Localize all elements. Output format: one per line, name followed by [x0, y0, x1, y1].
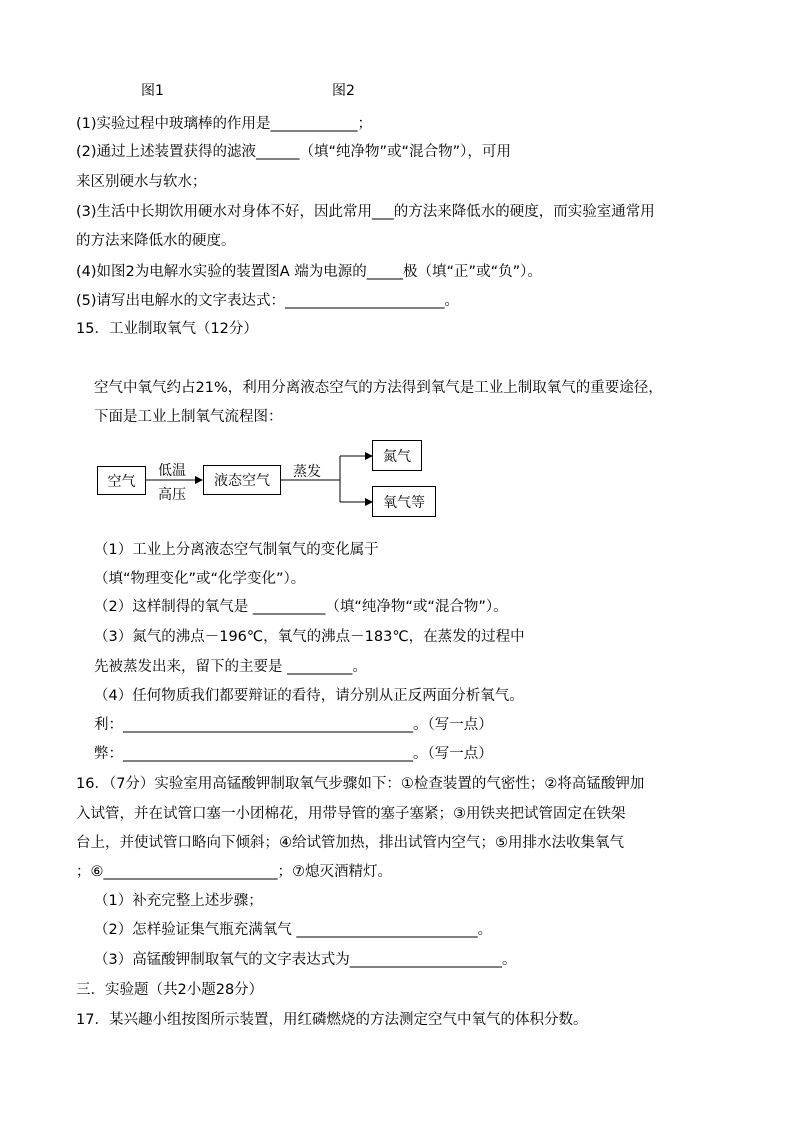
flow-label-high-pressure: 高压 — [158, 487, 186, 503]
q15-part1-cont: （填“物理变化”或“化学变化”）。 — [94, 571, 306, 587]
q15-title: 15．工业制取氧气（12分） — [76, 321, 258, 337]
q14-part3-cont: 的方法来降低水的硬度。 — [76, 233, 236, 249]
q15-part3-cont: 先被蒸发出来，留下的主要是 _________。 — [94, 659, 367, 675]
flow-box-liquid-air: 液态空气 — [203, 465, 281, 495]
q17-text: 17．某兴趣小组按图所示装置，用红磷燃烧的方法测定空气中氧气的体积分数。 — [76, 1012, 588, 1028]
q14-part5: (5)请写出电解水的文字表达式：______________________。 — [76, 293, 460, 309]
q14-part4: (4)如图2为电解水实验的装置图A 端为电源的_____极（填“正”或“负”）。 — [76, 264, 542, 280]
q14-part2: (2)通过上述装置获得的滤液______（填“纯净物”或“混合物”），可用 — [76, 144, 511, 160]
q15-part2: （2）这样制得的氧气是 __________（填“纯净物“或“混合物”）。 — [94, 599, 508, 615]
q16-line2: 入试管，并在试管口塞一小团棉花，用带导管的塞子塞紧；③用铁夹把试管固定在铁架 — [76, 806, 626, 822]
q16-sub1: （1）补充完整上述步骤； — [94, 893, 263, 909]
q16-sub3: （3）高锰酸钾制取氧气的文字表达式为_____________________。 — [94, 952, 517, 968]
section-3-heading: 三．实验题（共2小题28分） — [76, 982, 264, 998]
q15-intro-line2: 下面是工业上制氧气流程图： — [94, 409, 283, 425]
q14-part2-cont: 来区别硬水与软水； — [76, 174, 207, 190]
q16-line1: 16．（7分）实验室用高锰酸钾制取氧气步骤如下：①检查装置的气密性；②将高锰酸钾加 — [76, 776, 645, 792]
q14-part3: (3)生活中长期饮用硬水对身体不好，因此常用___的方法来降低水的硬度，而实验室通常用 — [76, 204, 655, 220]
figure-1-label: 图1 — [141, 83, 164, 99]
flow-box-nitrogen: 氮气 — [372, 440, 422, 471]
q14-part1: (1)实验过程中玻璃棒的作用是____________； — [76, 116, 373, 132]
q15-part4-advantage: 利：________________________________________。（写一点） — [94, 717, 493, 733]
q16-line4: ；⑥________________________；⑦熄灭酒精灯。 — [76, 864, 392, 880]
q15-intro-line1: 空气中氧气约占21%，利用分离液态空气的方法得到氧气是工业上制取氧气的重要途径， — [94, 380, 663, 396]
flow-box-air: 空气 — [97, 466, 146, 495]
flow-label-low-temp: 低温 — [158, 463, 186, 479]
flow-label-evaporate: 蒸发 — [293, 464, 321, 480]
flow-box-oxygen-etc: 氧气等 — [372, 486, 436, 517]
q15-part1: （1）工业上分离液态空气制氧气的变化属于 — [94, 542, 379, 558]
q15-part3: （3）氮气的沸点－196℃，氧气的沸点－183℃，在蒸发的过程中 — [94, 629, 525, 645]
q15-part4-disadvantage: 弊：________________________________________。（写一点） — [94, 746, 493, 762]
q16-sub2: （2）怎样验证集气瓶充满氧气 _________________________。 — [94, 922, 493, 938]
q16-line3: 台上，并使试管口略向下倾斜；④给试管加热，排出试管内空气；⑤用排水法收集氧气 — [76, 835, 624, 851]
q15-part4: （4）任何物质我们都要辩证的看待，请分别从正反两面分析氧气。 — [94, 688, 524, 704]
figure-2-label: 图2 — [332, 83, 355, 99]
